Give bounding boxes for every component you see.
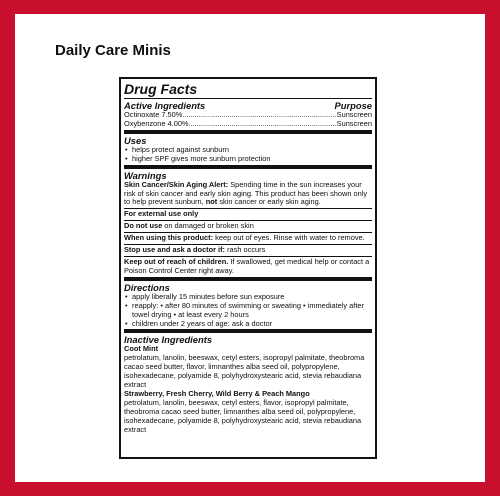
keep-out-of-reach bbox=[124, 258, 372, 276]
purpose-header: Purpose bbox=[334, 100, 372, 111]
list-item: • higher SPF gives more sunburn protection bbox=[124, 155, 372, 164]
flavor-group-ingredients: petrolatum, lanolin, beeswax, cetyl esters, flavor, isopropyl palmitate, theobroma cacao seed butter, limnanthes alba seed oil, polypropylene, isohexadecane, polyamide 8, polyhydroxystearic acid, stevia rebaudiana extract bbox=[124, 397, 362, 434]
section-divider bbox=[124, 277, 372, 281]
uses-header: Uses bbox=[124, 134, 147, 146]
reapply-label: reapply: bbox=[132, 300, 159, 310]
section-divider bbox=[124, 329, 372, 333]
list-item: • children under 2 years of age: ask a doctor bbox=[124, 320, 372, 329]
drug-facts-panel bbox=[119, 77, 377, 459]
alert-text: Spending time in the sun increases your risk of skin cancer and early skin aging. This product has been shown only to help prevent sunburn, bbox=[124, 179, 368, 207]
keep-out-text: If swallowed, get medical help or contact a Poison Control Center right away. bbox=[124, 256, 370, 275]
active-name: Octinoxate 7.50% bbox=[124, 110, 183, 119]
list-item: • helps protect against sunburn bbox=[124, 146, 372, 155]
reapply-text: at least every 2 hours bbox=[178, 309, 249, 319]
directions-list bbox=[124, 293, 372, 329]
stop-use-text: rash occurs bbox=[225, 245, 266, 255]
active-purpose: Sunscreen bbox=[336, 118, 372, 128]
divider bbox=[124, 98, 372, 99]
alert-not: not bbox=[205, 197, 218, 207]
do-not-use bbox=[124, 222, 372, 231]
active-ingredients-header: Active Ingredients bbox=[124, 100, 206, 111]
flavor-group-name: Coot Mint bbox=[124, 344, 159, 354]
uses-list bbox=[124, 146, 372, 164]
keep-out-label: Keep out of reach of children. bbox=[124, 256, 229, 266]
active-purpose: Sunscreen bbox=[336, 110, 372, 119]
active-row bbox=[124, 120, 372, 129]
page-title: Daily Care Minis bbox=[55, 42, 171, 59]
section-divider bbox=[124, 165, 372, 169]
reapply-text: after 80 minutes of swimming or sweating bbox=[165, 300, 301, 310]
stop-use bbox=[124, 246, 372, 255]
alert-label: Skin Cancer/Skin Aging Alert: bbox=[124, 179, 229, 189]
inactive-header: Inactive Ingredients bbox=[124, 334, 213, 346]
do-not-use-label: Do not use bbox=[124, 221, 163, 231]
do-not-use-text: on damaged or broken skin bbox=[162, 221, 254, 231]
flavor-group-ingredients: petrolatum, lanolin, beeswax, cetyl esters, isopropyl palmitate, theobroma cacao seed butter, flavor, limnanthes alba seed oil, polypropylene, isohexadecane, polyamide 8, polyhydroxystearic acid, stevia rebaudiana extract bbox=[124, 353, 365, 390]
when-using-text: keep out of eyes. Rinse with water to remove. bbox=[213, 233, 365, 243]
skin-cancer-alert bbox=[124, 181, 372, 208]
when-using-label: When using this product: bbox=[124, 233, 214, 243]
reapply-text: immediately after towel drying bbox=[132, 300, 364, 319]
list-item: • apply liberally 15 minutes before sun exposure bbox=[124, 293, 372, 302]
flavor-group-name: Strawberry, Fresh Cherry, Wild Berry & Peach Mango bbox=[124, 388, 310, 398]
list-item: • reapply: • after 80 minutes of swimming or sweating • immediately after towel drying • at least every 2 hours bbox=[124, 302, 372, 320]
when-using bbox=[124, 234, 372, 243]
alert-text: skin cancer or early skin aging. bbox=[217, 197, 321, 207]
external-use: For external use only bbox=[124, 209, 199, 219]
section-divider bbox=[124, 130, 372, 134]
warnings-header: Warnings bbox=[124, 169, 167, 181]
active-name: Oxybenzone 4.00% bbox=[124, 118, 189, 128]
drug-facts-title: Drug Facts bbox=[124, 81, 198, 97]
stop-use-label: Stop use and ask a doctor if: bbox=[124, 245, 226, 255]
directions-header: Directions bbox=[124, 281, 170, 293]
